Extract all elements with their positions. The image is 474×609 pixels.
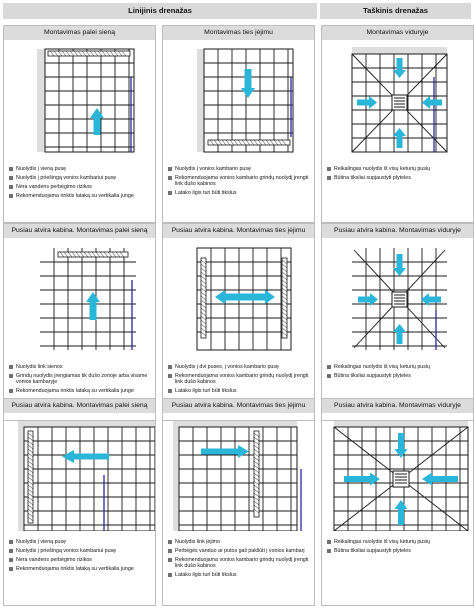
note-item: Rekomenduojama rinktis lataką su vertikalia junge — [9, 193, 152, 199]
cell-caption: Pusiau atvira kabina. Montavimas ties įėjimu — [163, 399, 314, 413]
note-item: Rekomenduojama rinktis lataką su vertikalia junge — [9, 566, 152, 572]
bullet-square-icon — [9, 374, 13, 378]
slope-arrow-right — [357, 96, 377, 109]
notes-list — [168, 166, 311, 199]
diagram-semi-open-center-point — [322, 240, 473, 356]
slope-arrow-right — [201, 445, 249, 458]
slope-arrow-up — [395, 500, 408, 525]
cell-entrance-linear — [162, 25, 315, 223]
diagram-entrance-linear — [163, 42, 314, 158]
notes-list — [327, 364, 470, 382]
note-item: Nuolydis link įėjimo — [168, 539, 311, 545]
bullet-square-icon — [168, 389, 172, 393]
bullet-square-icon — [327, 167, 331, 171]
note-item: Nėra vandens perbėgimo rizikos — [9, 184, 152, 190]
diagram-center-point — [322, 42, 473, 158]
cell-semi-open-entrance-linear — [162, 223, 315, 421]
bullet-square-icon — [168, 573, 172, 577]
note-item: Perbėgės vanduo ar putos gali pakliūti į vonios kambarį — [168, 548, 311, 554]
slope-arrow-down — [241, 69, 255, 98]
note-item: Rekomenduojama vonios kambario grindų nuolydį įrengti link dušo kabinos — [168, 557, 311, 570]
cell-caption: Montavimas ties įėjimu — [163, 26, 314, 40]
notes-list — [9, 364, 152, 397]
cell-wall-linear — [3, 25, 156, 223]
note-item: Reikalingas nuolydis iš visų keturių pusių — [327, 364, 470, 370]
note-item: Nėra vandens perbėgimo rizikos — [9, 557, 152, 563]
note-item: Reikalingas nuolydis iš visų keturių pusių — [327, 539, 470, 545]
note-item: Latako ilgis turi būti tikslus — [168, 190, 311, 196]
slope-arrow-down — [395, 433, 408, 458]
note-item: Nuolydis į priešingą vonios kambariui pusę — [9, 548, 152, 554]
bullet-square-icon — [327, 549, 331, 553]
cell-caption: Pusiau atvira kabina. Montavimas palei sieną — [4, 224, 155, 238]
bullet-square-icon — [168, 374, 172, 378]
bullet-square-icon — [9, 167, 13, 171]
note-item: Nuolydis į vonios kambario pusę — [168, 166, 311, 172]
cell-caption: Pusiau atvira kabina. Montavimas viduryje — [322, 224, 473, 238]
cell-caption: Montavimas viduryje — [322, 26, 473, 40]
cell-semi-open-wall-linear — [3, 223, 156, 421]
diagram-semi-open-wall-linear — [4, 240, 155, 356]
bullet-square-icon — [9, 389, 13, 393]
bullet-square-icon — [9, 185, 13, 189]
diagram-semi-open-wall-linear-2 — [4, 415, 155, 531]
bullet-square-icon — [168, 549, 172, 553]
bullet-square-icon — [9, 558, 13, 562]
slope-arrow-right — [245, 290, 275, 304]
header-linear-drainage: Linijinis drenažas — [3, 3, 317, 19]
note-item: Nuolydis į vieną pusę — [9, 166, 152, 172]
cell-center-point — [321, 25, 474, 223]
cell-caption: Pusiau atvira kabina. Montavimas ties įėjimu — [163, 224, 314, 238]
bullet-square-icon — [168, 191, 172, 195]
cell-caption: Pusiau atvira kabina. Montavimas palei sieną — [4, 399, 155, 413]
bullet-square-icon — [9, 365, 13, 369]
notes-list — [168, 539, 311, 581]
slope-arrow-left — [422, 96, 442, 109]
bullet-square-icon — [168, 167, 172, 171]
note-item: Nuolydis į priešingą vonios kambariui pusę — [9, 175, 152, 181]
cell-semi-open-center-point — [321, 223, 474, 421]
notes-list — [9, 166, 152, 202]
note-item: Būtina tiksliai supjaustyti plyteles — [327, 373, 470, 379]
bullet-square-icon — [327, 374, 331, 378]
note-item: Latako ilgis turi būti tikslus — [168, 572, 311, 578]
note-item: Rekomenduojama rinktis lataką su vertikalia junge — [9, 388, 152, 394]
bullet-square-icon — [168, 558, 172, 562]
diagram-semi-open-center-point-2 — [322, 415, 473, 531]
note-item: Rekomenduojama vonios kambario grindų nuolydį įrengti link dušo kabinos — [168, 373, 311, 386]
cell-caption: Montavimas palei sieną — [4, 26, 155, 40]
slope-arrow-left — [215, 290, 245, 304]
slope-arrow-left — [62, 450, 109, 463]
bullet-square-icon — [9, 540, 13, 544]
note-item: Nuolydis į dvi puses, į vonios kambario pusę — [168, 364, 311, 370]
diagram-semi-open-entrance-linear — [163, 240, 314, 356]
bullet-square-icon — [168, 176, 172, 180]
bullet-square-icon — [327, 176, 331, 180]
bullet-square-icon — [9, 176, 13, 180]
note-item: Latako ilgis turi būti tikslus — [168, 388, 311, 394]
notes-list — [327, 539, 470, 557]
bullet-square-icon — [327, 365, 331, 369]
bullet-square-icon — [168, 365, 172, 369]
header-point-drainage: Taškinis drenažas — [320, 3, 471, 19]
note-item: Būtina tiksliai supjaustyti plyteles — [327, 548, 470, 554]
cell-caption: Pusiau atvira kabina. Montavimas viduryje — [322, 399, 473, 413]
slope-arrow-left — [422, 473, 458, 486]
notes-list — [9, 539, 152, 575]
slope-arrow-up — [86, 292, 100, 320]
bullet-square-icon — [168, 540, 172, 544]
cell-semi-open-center-point-2 — [321, 398, 474, 606]
note-item: Būtina tiksliai supjaustyti plyteles — [327, 175, 470, 181]
diagram-wall-linear — [4, 42, 155, 158]
notes-list — [327, 166, 470, 184]
bullet-square-icon — [9, 194, 13, 198]
note-item: Reikalingas nuolydis iš visų keturių pusių — [327, 166, 470, 172]
cell-semi-open-entrance-linear-2 — [162, 398, 315, 606]
cell-semi-open-wall-linear-2 — [3, 398, 156, 606]
slope-arrow-up — [393, 324, 406, 344]
slope-arrow-up — [90, 108, 104, 135]
note-item: Nuolydis į vieną pusę — [9, 539, 152, 545]
bullet-square-icon — [327, 540, 331, 544]
slope-arrow-down — [393, 254, 406, 276]
note-item: Grindų nuolydis įrengiamas tik dušo zonoje arba visame vonios kambaryje — [9, 373, 152, 386]
note-item: Rekomenduojama vonios kambario grindų nuolydį įrengti link dušo kabinos — [168, 175, 311, 188]
notes-list — [168, 364, 311, 397]
diagram-semi-open-entrance-linear-2 — [163, 415, 314, 531]
note-item: Nuolydis link sienos — [9, 364, 152, 370]
bullet-square-icon — [9, 549, 13, 553]
bullet-square-icon — [9, 567, 13, 571]
